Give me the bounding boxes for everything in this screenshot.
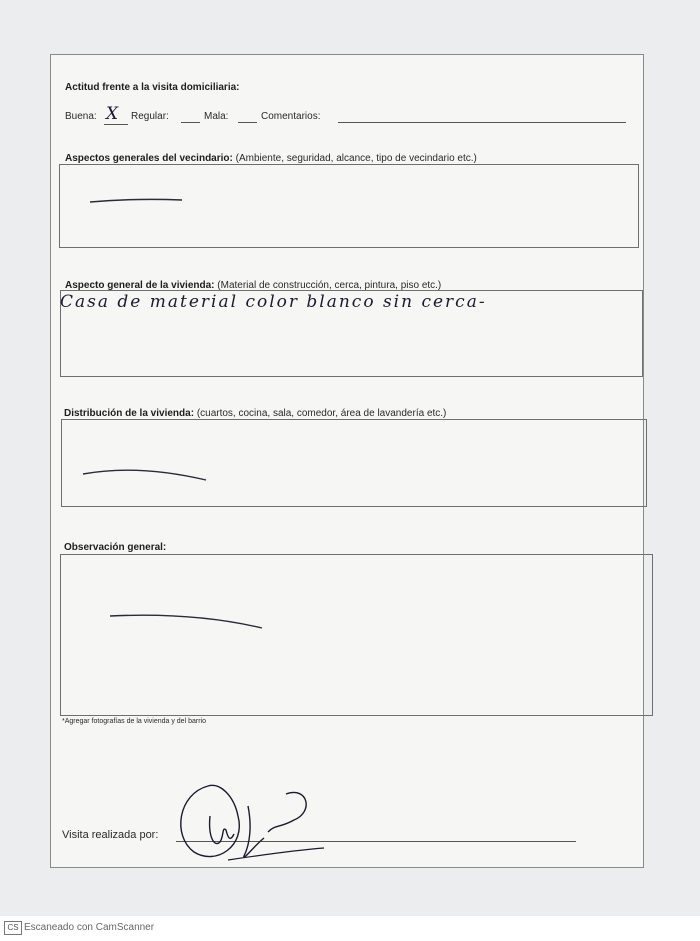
visit-label: Visita realizada por: — [62, 829, 159, 841]
comments-label: Comentarios: — [261, 111, 321, 122]
observation-dash-stroke — [104, 606, 274, 634]
regular-blank — [181, 122, 200, 123]
good-label: Buena: — [65, 111, 97, 122]
signature-image — [168, 776, 328, 871]
distribution-title: Distribución de la vivienda: — [64, 408, 195, 419]
observation-title: Observación general: — [64, 542, 167, 553]
housing-title: Aspecto general de la vivienda: — [65, 280, 215, 291]
distribution-heading — [64, 408, 446, 419]
distribution-dash-stroke — [78, 462, 218, 486]
regular-label: Regular: — [131, 111, 169, 122]
good-mark: X — [106, 104, 119, 124]
footer-text: Escaneado con CamScanner — [24, 922, 155, 933]
bad-label: Mala: — [204, 111, 229, 122]
observation-box — [60, 554, 653, 716]
footnote: *Agregar fotografías de la vivienda y del barrio — [62, 718, 206, 725]
neighborhood-title: Aspectos generales del vecindario: — [65, 153, 233, 164]
camscanner-logo: CS — [4, 921, 22, 935]
good-blank — [104, 124, 128, 125]
distribution-hint: (cuartos, cocina, sala, comedor, área de lavandería etc.) — [196, 408, 447, 419]
bad-blank — [238, 122, 257, 123]
housing-hint: (Material de construcción, cerca, pintura, piso etc.) — [217, 280, 442, 291]
scanner-footer — [0, 916, 700, 941]
attitude-title: Actitud frente a la visita domiciliaria: — [65, 82, 240, 93]
housing-handwritten: Casa de material color blanco sin cerca- — [60, 292, 487, 312]
neighborhood-dash-stroke — [86, 192, 196, 212]
neighborhood-hint: (Ambiente, seguridad, alcance, tipo de vecindario etc.) — [235, 153, 477, 164]
comments-blank — [338, 122, 626, 123]
neighborhood-heading — [65, 153, 477, 164]
